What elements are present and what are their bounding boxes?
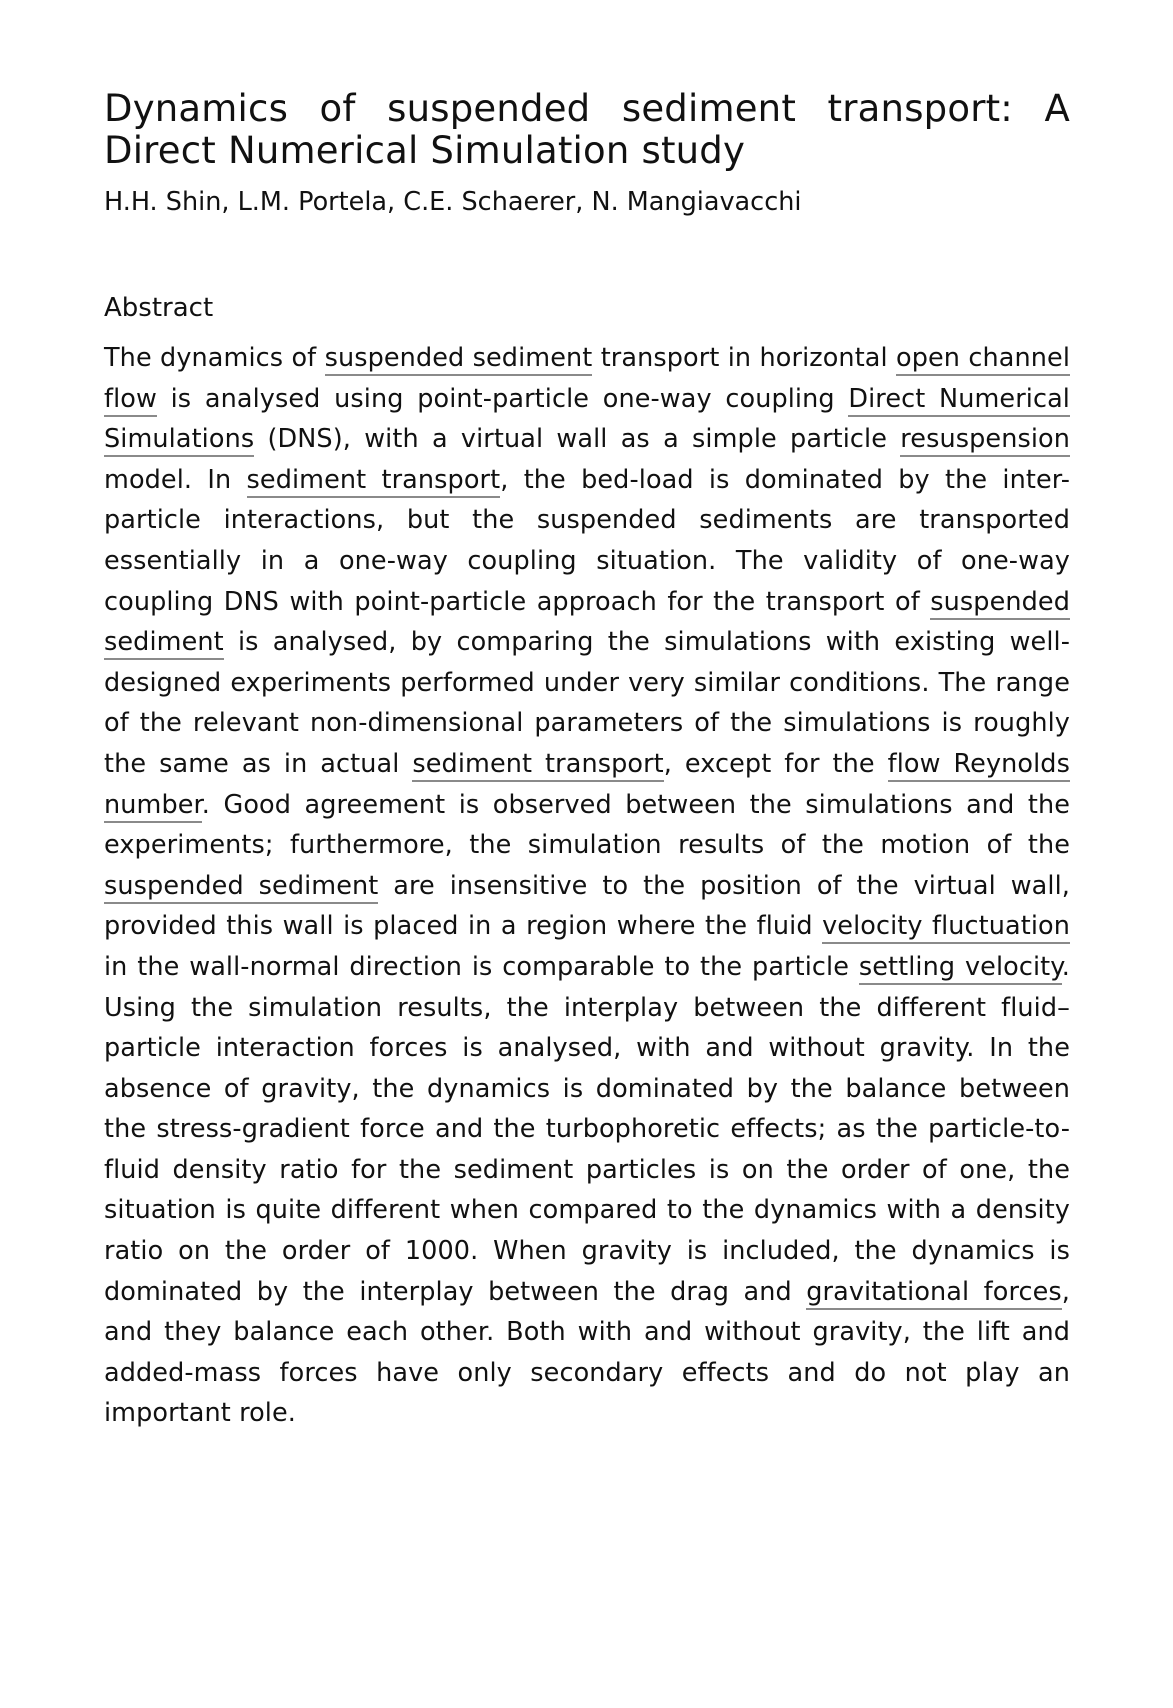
abstract-body [104,338,1070,1434]
paper-authors: H.H. Shin, L.M. Portela, C.E. Schaerer, N. Mangiavacchi [104,187,802,217]
abstract-term-link[interactable]: sediment transport [247,465,501,498]
abstract-term-link[interactable]: flow Reynolds number [104,749,1070,823]
abstract-text: transport in horizontal [592,343,897,373]
abstract-text: . Using the simulation results, the interplay between the different fluid–particle interaction forces is analysed, with and without gravity. In the absence of gravity, the dynamics is dominated by the balance between the stress-gradient force and the turbophoretic effects; as the particle-to-fluid density ratio for the sediment particles is on the order of one, the situation is quite different when compared to the dynamics with a density ratio on the order of 1000. When gravity is included, the dynamics is dominated by the interplay between the drag and [104,951,1071,1307]
abstract-text: is analysed using point-particle one-way coupling [156,383,849,414]
abstract-text: The dynamics of [104,343,325,373]
abstract-text: , except for the [663,748,888,779]
abstract-text: in the wall-normal direction is comparable to the particle [104,951,859,982]
abstract-term-link[interactable]: resuspension [900,424,1070,457]
paper-title: Dynamics of suspended sediment transport: A Direct Numerical Simulation study [104,87,1070,172]
abstract-term-link[interactable]: settling velocity [859,952,1062,985]
abstract-text: , and they balance each other. Both with and without gravity, the lift and added-mass forces have only secondary effects and do not play an important role. [104,1276,1070,1429]
abstract-term-link[interactable]: open channel flow [104,343,1070,417]
abstract-heading: Abstract [104,293,214,323]
abstract-text: is analysed, by comparing the simulations with existing well-designed experiments performed under very similar conditions. The range of the relevant non-dimensional parameters of the simulations is roughly the same as in actual [104,627,1070,779]
abstract-text: (DNS), with a virtual wall as a simple particle [254,424,901,455]
abstract-term-link[interactable]: Direct Numerical Simulations [104,384,1070,458]
abstract-text: model. In [104,464,247,495]
abstract-term-link[interactable]: suspended sediment [104,587,1070,661]
abstract-text: , the bed-load is dominated by the inter-particle interactions, but the suspended sediments are transported essentially in a one-way coupling situation. The validity of one-way coupling DNS with point-particle approach for the transport of [104,464,1070,617]
abstract-text: are insensitive to the position of the virtual wall, provided this wall is placed in a region where the fluid [104,870,1070,942]
abstract-term-link[interactable]: velocity fluctuation [822,911,1070,944]
abstract-text: . Good agreement is observed between the simulations and the experiments; furthermore, the simulation results of the motion of the [104,789,1070,861]
abstract-term-link[interactable]: sediment transport [412,749,663,782]
abstract-term-link[interactable]: suspended sediment [325,343,593,376]
paper-page [104,88,1070,1460]
abstract-term-link[interactable]: gravitational forces [806,1277,1062,1310]
abstract-term-link[interactable]: suspended sediment [104,871,378,904]
